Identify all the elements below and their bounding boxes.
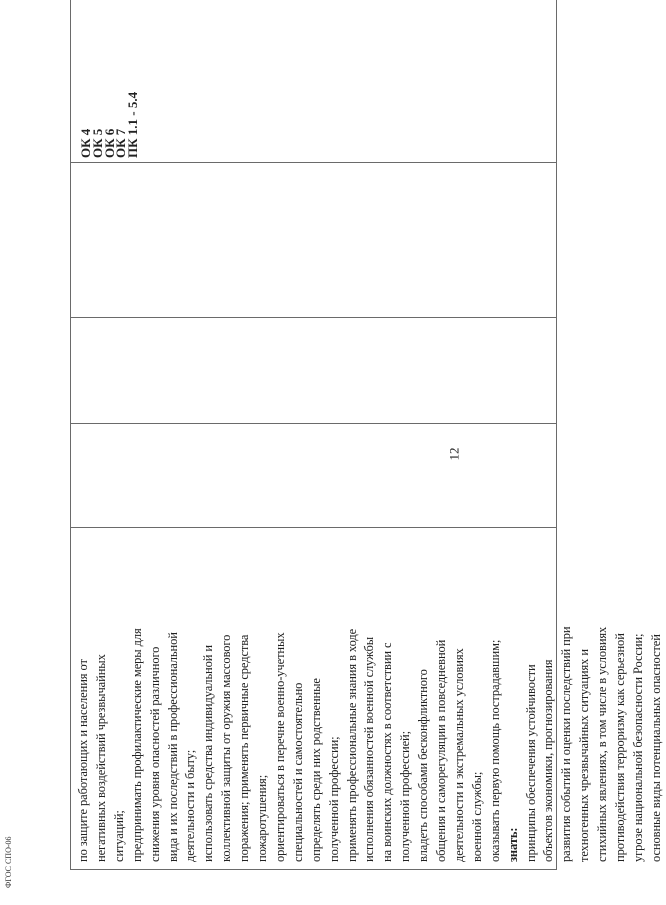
content-line: вида и их последствий в профессиональной — [165, 632, 180, 862]
content-line: объектов экономики, прогнозирования — [541, 659, 556, 862]
section-heading: знать: — [505, 827, 520, 862]
content-line: деятельности и быту; — [183, 749, 198, 862]
content-line: по защите работающих и населения от — [76, 659, 90, 862]
content-line: исполнения обязанностей военной службы — [362, 636, 377, 862]
content-line: военной службы; — [469, 771, 484, 862]
content-line: стихийных явлениях, в том числе в условиях — [595, 626, 610, 862]
content-line: ситуаций; — [111, 810, 126, 862]
content-line: поражения; применять первичные средства — [237, 634, 252, 862]
content-line: определять среди них родственные — [308, 678, 323, 862]
content-line: владеть способами бесконфликтного — [416, 669, 431, 862]
competency-code: ПК 1.1 - 5.4 — [125, 91, 141, 158]
content-line: полученной профессией; — [398, 731, 413, 862]
content-line: общения и саморегуляции в повседневной — [434, 639, 448, 862]
content-line: на воинских должностях в соответствии с — [380, 642, 395, 862]
content-line: специальностей и самостоятельно — [290, 682, 305, 862]
content-line: противодействия терроризму как серьезной — [613, 633, 627, 862]
content-line: применять профессиональные знания в ходе — [344, 628, 359, 862]
column-divider-2 — [70, 423, 556, 424]
page-number: 12 — [446, 447, 462, 461]
content-line: использовать средства индивидуальной и — [201, 645, 216, 862]
content-line: пожаротушения; — [255, 774, 269, 862]
content-line: предпринимать профилактические меры для — [129, 628, 144, 862]
content-line: развития событий и оценки последствий при — [559, 626, 574, 862]
column-divider-3 — [70, 317, 556, 318]
content-cell — [0, 528, 663, 870]
content-line: принципы обеспечения устойчивости — [523, 664, 538, 862]
competency-code: ОК 5 — [89, 128, 105, 158]
content-line: техногенных чрезвычайных ситуациях и — [577, 649, 592, 862]
content-line: негативных воздействий чрезвычайных — [93, 654, 108, 862]
column-divider-4 — [70, 162, 556, 163]
content-line: ориентироваться в перечне военно-учетных — [272, 632, 287, 862]
competency-code: ОК 7 — [113, 128, 129, 158]
competency-code: ОК 6 — [101, 128, 117, 158]
content-line: деятельности и экстремальных условиях — [451, 648, 466, 862]
competency-codes-cell — [80, 92, 139, 158]
content-line: снижения уровня опасностей различного — [147, 646, 162, 862]
content-line: основные виды потенциальных опасностей — [648, 634, 663, 862]
competency-code: ОК 4 — [78, 128, 93, 158]
content-line: полученной профессии; — [326, 736, 341, 862]
content-line: угрозе национальной безопасности России; — [630, 633, 645, 862]
content-line: оказывать первую помощь пострадавшим; — [487, 639, 502, 862]
content-line: коллективной защиты от оружия массового — [219, 634, 234, 862]
footer-document-code: ФГОС СПО-06 — [4, 836, 13, 888]
